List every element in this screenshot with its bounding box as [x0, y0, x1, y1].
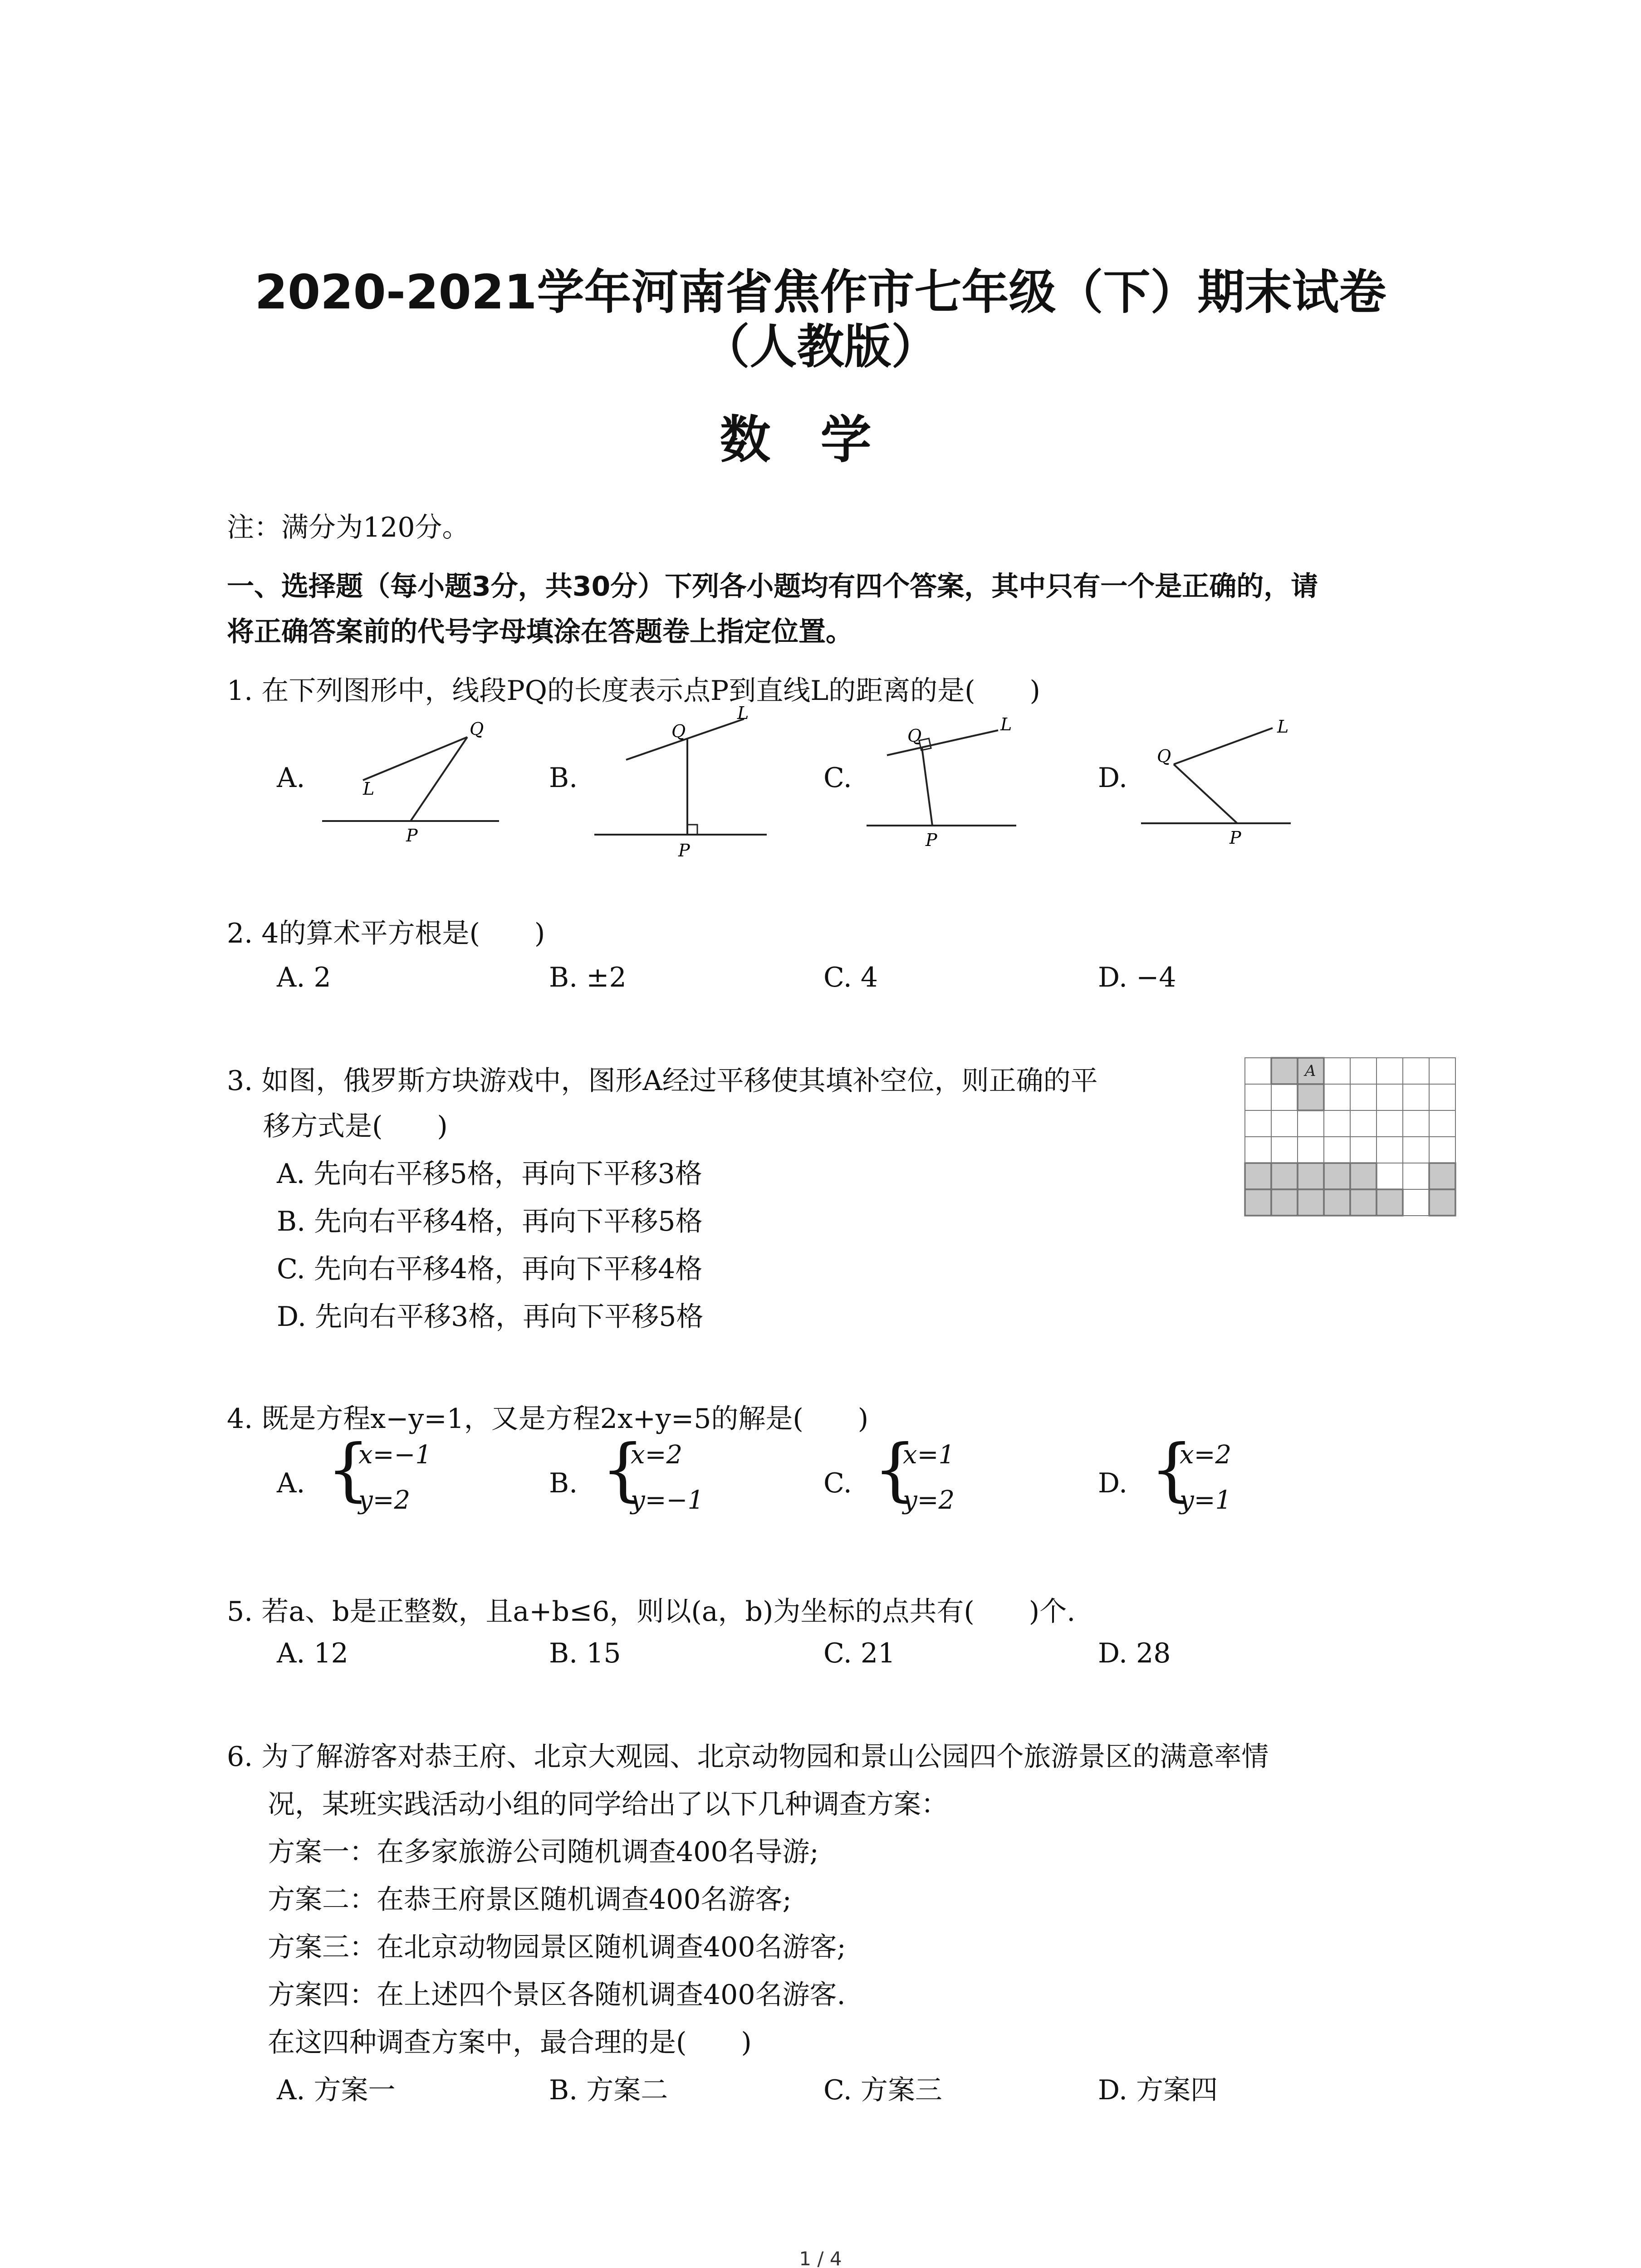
- q4-d-x: x=2: [1180, 1440, 1232, 1470]
- q5-option-d: D. 28: [1098, 1637, 1171, 1669]
- svg-text:P: P: [678, 841, 690, 860]
- section1-heading-line1: 一、选择题（每小题3分，共30分）下列各小题均有四个答案，其中只有一个是正确的，请: [227, 571, 1318, 602]
- q1-option-b: B.: [549, 762, 578, 794]
- svg-text:Q: Q: [1157, 746, 1171, 766]
- q3-stem-line1: 3. 如图，俄罗斯方块游戏中，图形A经过平移使其填补空位，则正确的平: [227, 1065, 1098, 1097]
- q6-stem-line1: 6. 为了解游客对恭王府、北京大观园、北京动物园和景山公园四个旅游景区的满意率情: [227, 1741, 1269, 1773]
- q3-stem-line2: 移方式是( ): [263, 1110, 448, 1142]
- svg-text:Q: Q: [907, 726, 922, 746]
- q3-tetris-grid: [1243, 1057, 1461, 1225]
- subject-title: 数学: [720, 411, 921, 469]
- q2-option-b: B. ±2: [549, 962, 627, 993]
- q1-stem: 1. 在下列图形中，线段PQ的长度表示点P到直线L的距离的是( ): [227, 675, 1040, 707]
- label-q: Q: [470, 719, 484, 739]
- q4-brace-a: {: [327, 1430, 370, 1509]
- label-p: P: [406, 826, 418, 846]
- shape-a-label: A: [1305, 1062, 1316, 1080]
- q4-option-a-label: A.: [277, 1467, 305, 1499]
- q4-c-y: y=2: [903, 1486, 955, 1515]
- label-l: L: [363, 779, 375, 799]
- q2-stem: 2. 4的算术平方根是( ): [227, 918, 545, 949]
- q4-brace-c: {: [873, 1430, 917, 1509]
- q3-option-c: C. 先向右平移4格，再向下平移4格: [277, 1253, 703, 1285]
- q4-stem: 4. 既是方程x−y=1，又是方程2x+y=5的解是( ): [227, 1403, 869, 1435]
- q3-option-a: A. 先向右平移5格，再向下平移3格: [277, 1158, 702, 1190]
- q4-option-b-label: B.: [549, 1467, 578, 1499]
- q6-option-d: D. 方案四: [1098, 2074, 1218, 2106]
- q1-option-d: D.: [1098, 762, 1128, 794]
- score-note: 注：满分为120分。: [227, 512, 470, 543]
- q4-option-c-label: C.: [823, 1467, 852, 1499]
- q2-option-d: D. −4: [1098, 962, 1176, 993]
- q6-plan-4: 方案四：在上述四个景区各随机调查400名游客.: [268, 1979, 846, 2011]
- svg-text:P: P: [926, 830, 937, 850]
- exam-title-line1: 2020-2021学年河南省焦作市七年级（下）期末试卷: [255, 264, 1386, 320]
- svg-text:P: P: [1230, 828, 1241, 848]
- q4-b-x: x=2: [631, 1440, 683, 1470]
- q1-figure-d: [1136, 712, 1327, 857]
- q5-option-b: B. 15: [549, 1637, 621, 1669]
- exam-title-line2: （人教版）: [702, 319, 939, 374]
- q4-b-y: y=−1: [631, 1486, 704, 1515]
- q4-d-y: y=1: [1180, 1486, 1232, 1515]
- q4-a-y: y=2: [358, 1486, 411, 1515]
- q4-brace-b: {: [601, 1430, 645, 1509]
- q6-plan-1: 方案一：在多家旅游公司随机调查400名导游;: [268, 1836, 819, 1868]
- q6-option-b: B. 方案二: [549, 2074, 668, 2106]
- q3-option-d: D. 先向右平移3格，再向下平移5格: [277, 1301, 704, 1333]
- q1-figure-a: [318, 717, 508, 853]
- q4-a-x: x=−1: [358, 1440, 432, 1470]
- q6-plan-3: 方案三：在北京动物园景区随机调查400名游客;: [268, 1931, 846, 1963]
- q1-figure-c: [862, 710, 1043, 855]
- q5-stem: 5. 若a、b是正整数，且a+b≤6，则以(a，b)为坐标的点共有( )个.: [227, 1596, 1076, 1628]
- svg-text:Q: Q: [671, 721, 686, 741]
- q4-c-x: x=1: [903, 1440, 955, 1470]
- q4-option-d-label: D.: [1098, 1467, 1128, 1499]
- q5-option-c: C. 21: [823, 1637, 896, 1669]
- q1-option-a: A.: [277, 762, 305, 794]
- svg-text:L: L: [737, 703, 749, 723]
- q4-brace-d: {: [1150, 1430, 1194, 1509]
- svg-text:L: L: [1000, 714, 1012, 734]
- q6-question: 在这四种调查方案中，最合理的是( ): [268, 2027, 752, 2058]
- section1-heading-line2: 将正确答案前的代号字母填涂在答题卷上指定位置。: [227, 616, 853, 648]
- q2-option-a: A. 2: [277, 962, 331, 993]
- q6-plan-2: 方案二：在恭王府景区随机调查400名游客;: [268, 1884, 792, 1916]
- q1-figure-b: [590, 703, 780, 866]
- q6-stem-line2: 况，某班实践活动小组的同学给出了以下几种调查方案：: [268, 1789, 948, 1820]
- q6-option-c: C. 方案三: [823, 2074, 942, 2106]
- q5-option-a: A. 12: [277, 1637, 348, 1669]
- q2-option-c: C. 4: [823, 962, 878, 993]
- q1-option-c: C.: [823, 762, 852, 794]
- page-number: 1 / 4: [799, 2248, 842, 2268]
- svg-text:L: L: [1277, 717, 1289, 737]
- q6-option-a: A. 方案一: [277, 2074, 396, 2106]
- q3-option-b: B. 先向右平移4格，再向下平移5格: [277, 1206, 703, 1237]
